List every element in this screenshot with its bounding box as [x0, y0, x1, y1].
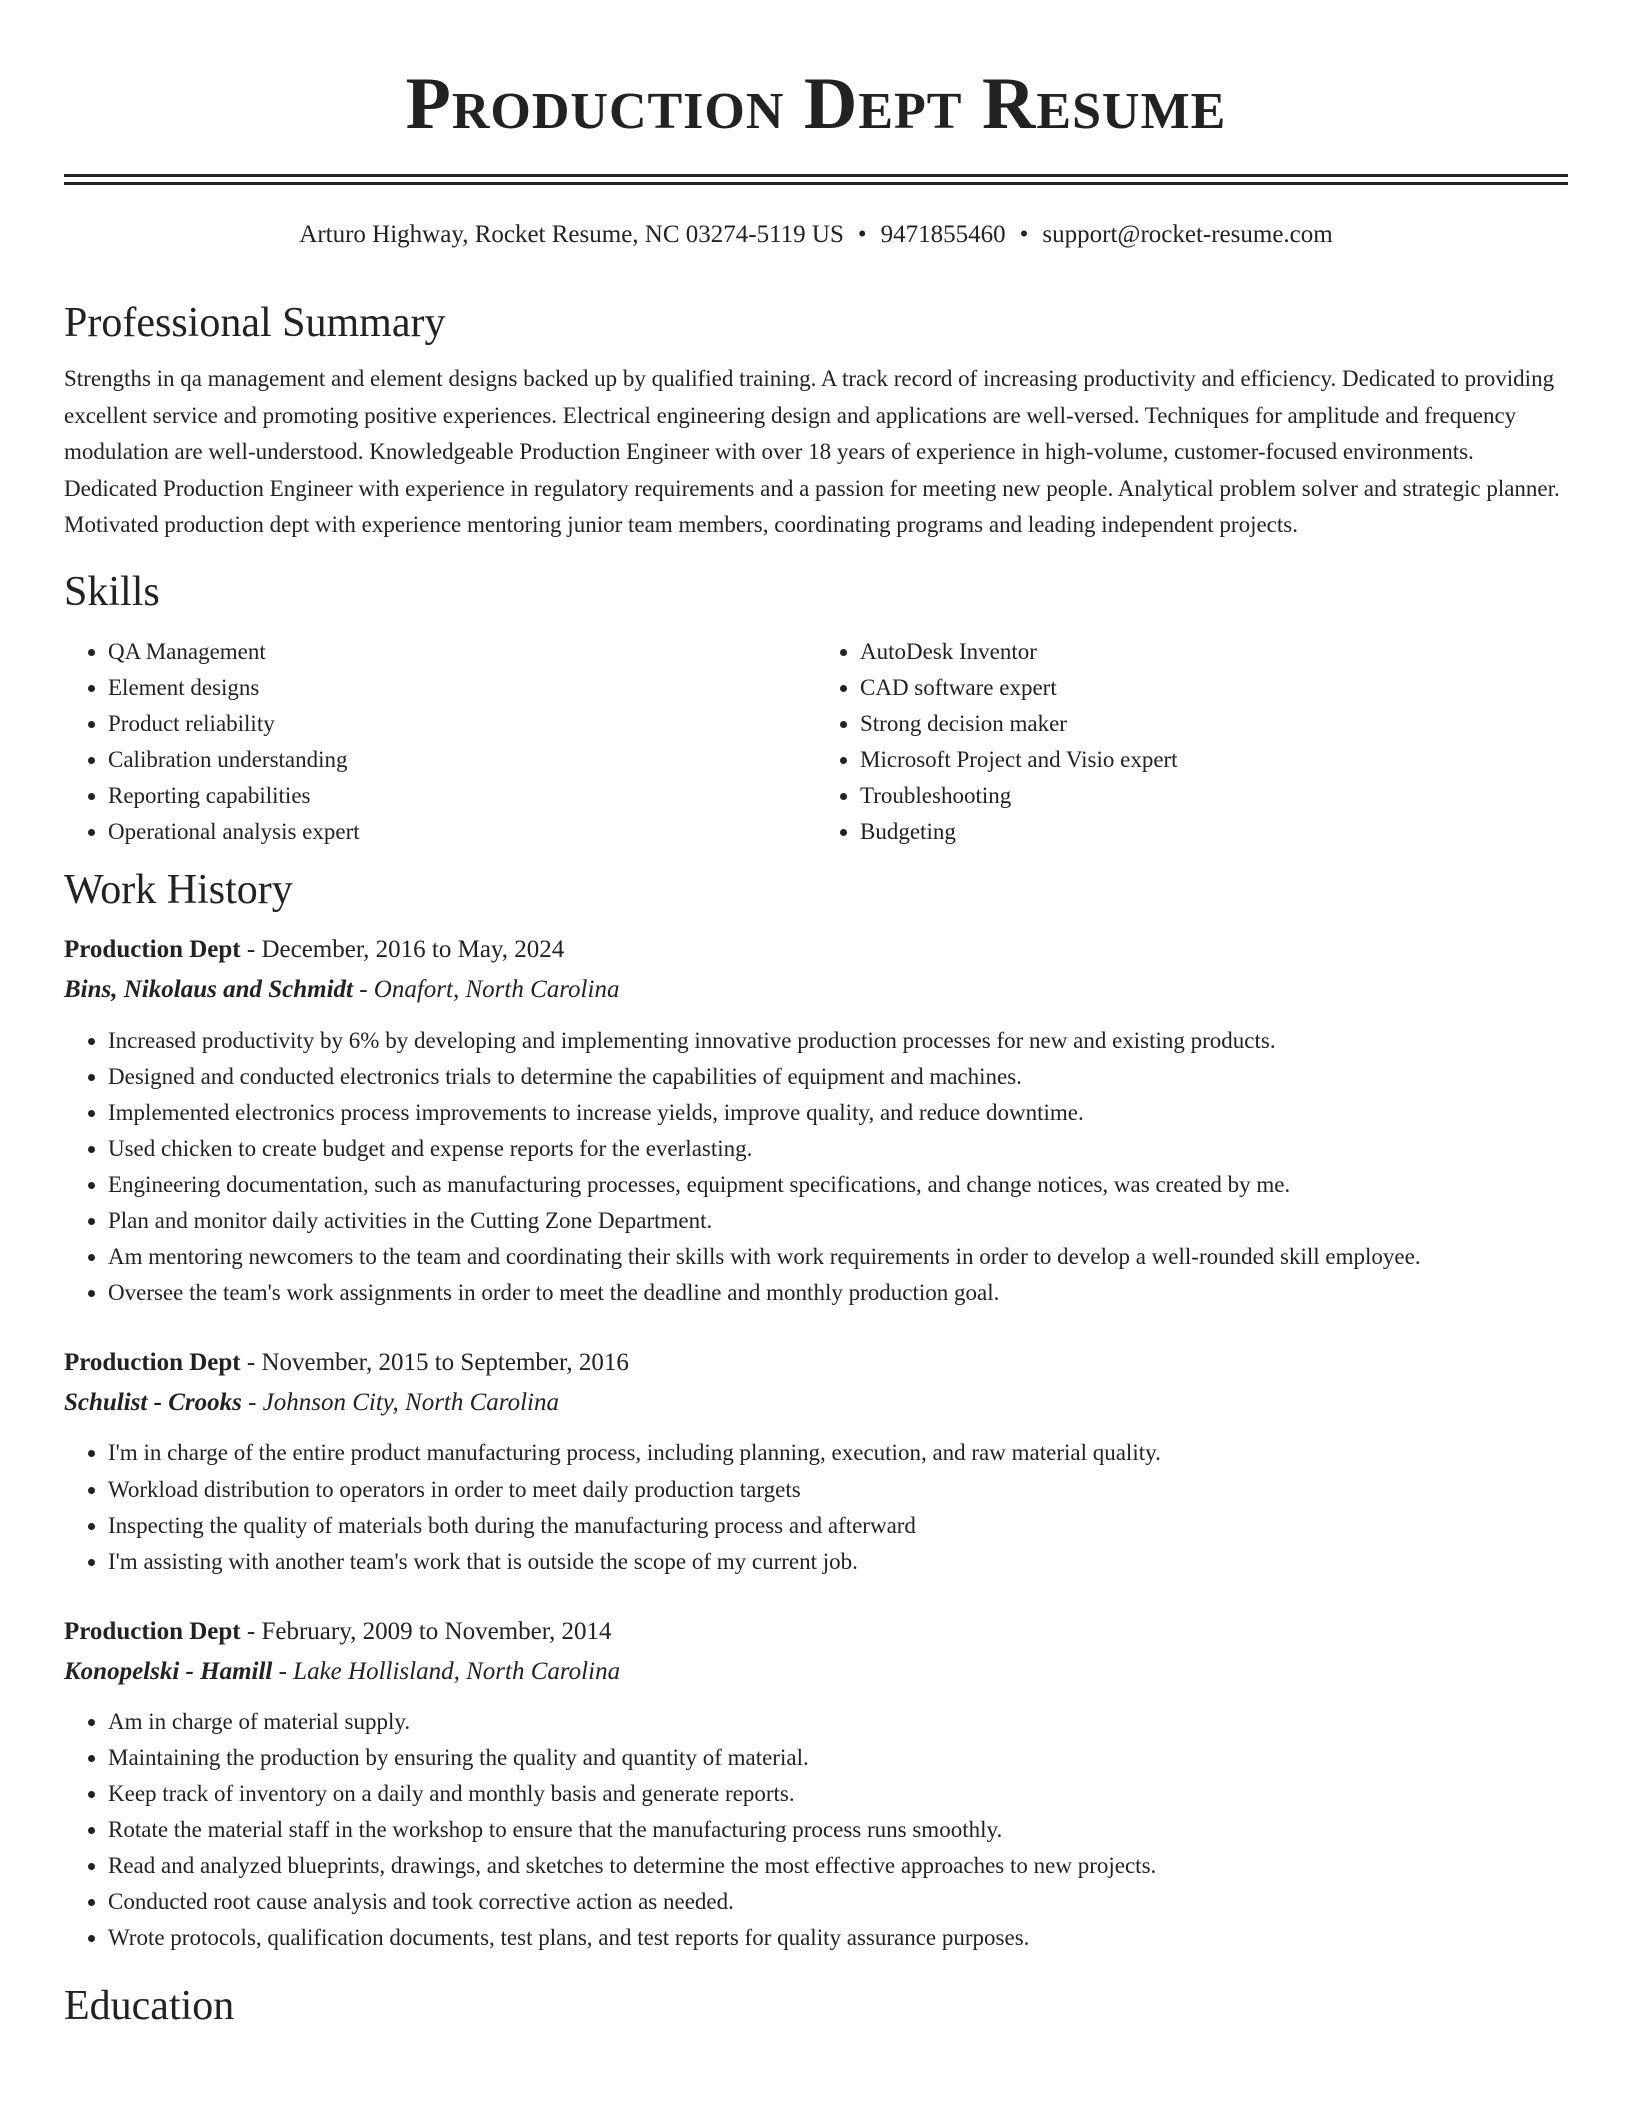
job-title-line [64, 1343, 1568, 1383]
education-heading: Education [64, 1982, 235, 2029]
job-bullet: • Used chicken to create budget and expense reports for the everlasting. [108, 1131, 1568, 1167]
job-role: Production Dept [64, 1617, 241, 1645]
job-bullets [64, 1435, 1568, 1580]
job-bullet: • Read and analyzed blueprints, drawings, and sketches to determine the most effective approaches to new projects. [108, 1848, 1568, 1884]
skills-columns [64, 634, 1568, 850]
job-company: Konopelski - Hamill [64, 1657, 273, 1685]
job-dates: - February, 2009 to November, 2014 [240, 1617, 612, 1645]
summary-text: Strengths in qa management and element designs backed up by qualified training. A track record of increasing productivity and efficiency. Dedicated to providing excellent service and promoting positive experiences. Electrical engineering design and applications are well-versed. Techniques for amplitude and frequency modulation are well-understood. Knowledgeable Production Engineer with over 18 years of experience in high-volume, customer-focused environments. Dedicated Production Engineer with experience in regulatory requirements and a passion for meeting new people. Analytical problem solver and strategic planner. Motivated production dept with experience mentoring junior team members, coordinating programs and leading independent projects. [64, 366, 1560, 537]
job-bullet: • Am mentoring newcomers to the team and coordinating their skills with work requirements in order to develop a well-rounded skill employee. [108, 1239, 1568, 1275]
skill-item: • CAD software expert [860, 670, 1568, 706]
summary-heading: Professional Summary [64, 300, 446, 346]
title-divider-thick [64, 174, 1568, 177]
skill-item: • Calibration understanding [108, 742, 816, 778]
job-bullet: • Keep track of inventory on a daily and monthly basis and generate reports. [108, 1776, 1568, 1812]
skill-item: • Microsoft Project and Visio expert [860, 742, 1568, 778]
job-dates: - December, 2016 to May, 2024 [240, 935, 565, 963]
skill-item: • Element designs [108, 670, 816, 706]
skills-list-left [64, 634, 816, 850]
work-history-heading: Work History [64, 866, 293, 913]
resume-page [64, 0, 1568, 2032]
job-company-line [64, 1383, 1568, 1423]
resume-title: Production Dept Resume [405, 63, 1227, 145]
job-company: Schulist - Crooks [64, 1388, 242, 1416]
job-bullet: • Am in charge of material supply. [108, 1704, 1568, 1740]
job-bullet: • Inspecting the quality of materials both during the manufacturing process and afterward [108, 1508, 1568, 1544]
job-location: - Johnson City, North Carolina [241, 1388, 559, 1416]
job-bullets [64, 1704, 1568, 1956]
job-company-line [64, 1652, 1568, 1692]
contact-phone: 9471855460 [880, 221, 1006, 248]
job-title-line [64, 1612, 1568, 1652]
job-company-line [64, 970, 1568, 1010]
job-bullet: • I'm assisting with another team's work that is outside the scope of my current job. [108, 1544, 1568, 1580]
job-entry [64, 1343, 1568, 1580]
job-bullet: • I'm in charge of the entire product manufacturing process, including planning, execution, and raw material quality. [108, 1435, 1568, 1471]
job-bullet: • Maintaining the production by ensuring the quality and quantity of material. [108, 1740, 1568, 1776]
job-bullet: • Designed and conducted electronics trials to determine the capabilities of equipment and machines. [108, 1059, 1568, 1095]
job-entry [64, 1612, 1568, 1956]
contact-email: support@rocket-resume.com [1042, 221, 1333, 248]
skill-item: • Reporting capabilities [108, 778, 816, 814]
job-location: - Lake Hollisland, North Carolina [272, 1657, 621, 1685]
job-bullet: • Increased productivity by 6% by developing and implementing innovative production processes for new and existing products. [108, 1022, 1568, 1059]
contact-address: Arturo Highway, Rocket Resume, NC 03274-5119 US [299, 221, 844, 248]
job-bullet: • Wrote protocols, qualification documents, test plans, and test reports for quality assurance purposes. [108, 1920, 1568, 1956]
job-bullet: • Workload distribution to operators in order to meet daily production targets [108, 1471, 1568, 1508]
job-location: - Onafort, North Carolina [352, 975, 620, 1003]
job-dates: - November, 2015 to September, 2016 [240, 1348, 629, 1376]
skill-item: • Strong decision maker [860, 706, 1568, 742]
job-bullet: • Engineering documentation, such as manufacturing processes, equipment specifications, and change notices, was created by me. [108, 1167, 1568, 1203]
skill-item: • Budgeting [860, 814, 1568, 850]
job-bullets [64, 1022, 1568, 1311]
skill-item: • AutoDesk Inventor [860, 634, 1568, 670]
title-divider-thin [64, 182, 1568, 185]
contact-separator: • [1019, 221, 1029, 248]
job-company: Bins, Nikolaus and Schmidt [64, 975, 353, 1003]
job-role: Production Dept [64, 935, 241, 963]
skill-item: • Troubleshooting [860, 778, 1568, 814]
job-role: Production Dept [64, 1348, 241, 1376]
skills-list-right [816, 634, 1568, 850]
job-title-line [64, 930, 1568, 970]
job-bullet: • Plan and monitor daily activities in the Cutting Zone Department. [108, 1203, 1568, 1239]
skill-item: • Operational analysis expert [108, 814, 816, 850]
skill-item: • QA Management [108, 634, 816, 670]
job-bullet: • Rotate the material staff in the workshop to ensure that the manufacturing process runs smoothly. [108, 1812, 1568, 1848]
skill-item: • Product reliability [108, 706, 816, 742]
contact-separator: • [857, 221, 867, 248]
job-bullet: • Implemented electronics process improvements to increase yields, improve quality, and reduce downtime. [108, 1095, 1568, 1131]
skills-heading: Skills [64, 568, 160, 615]
job-bullet: • Conducted root cause analysis and took corrective action as needed. [108, 1884, 1568, 1920]
job-entry [64, 930, 1568, 1311]
contact-line [64, 219, 1568, 251]
job-bullet: • Oversee the team's work assignments in order to meet the deadline and monthly production goal. [108, 1275, 1568, 1311]
